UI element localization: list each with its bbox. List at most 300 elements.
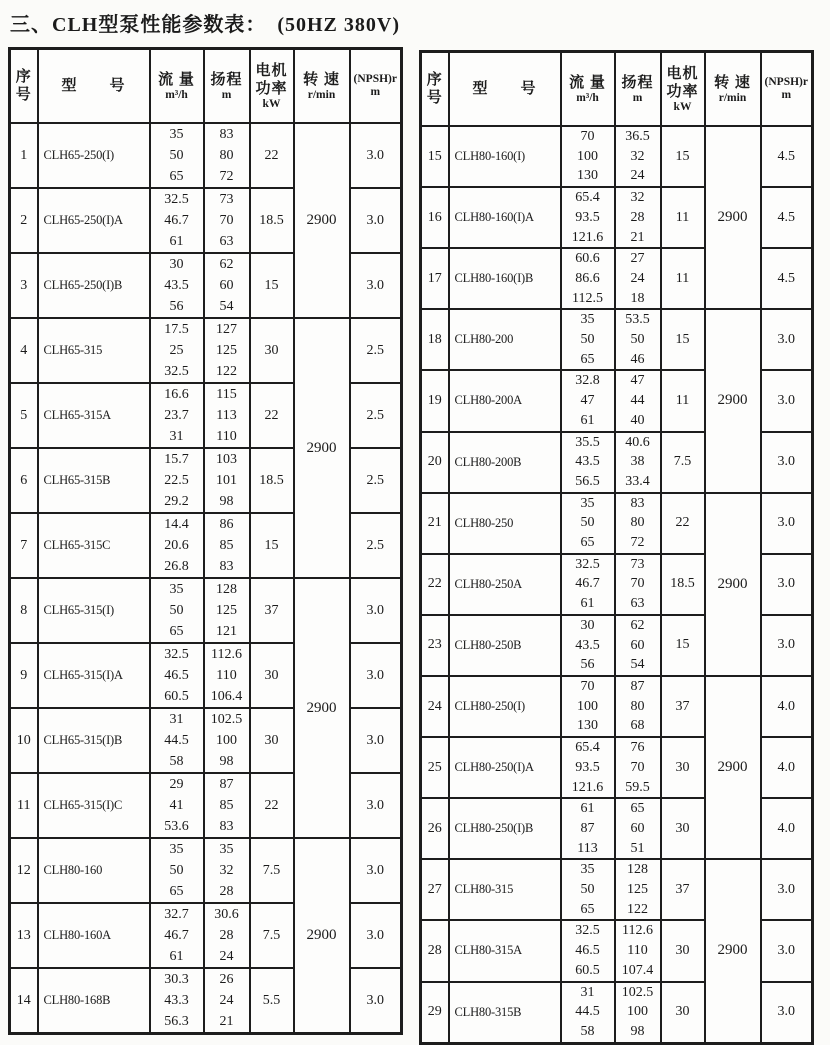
head-value: 83 xyxy=(219,559,234,574)
header-line-flow: m³/h xyxy=(165,88,188,101)
cell-flow-values xyxy=(150,968,204,1034)
flow-value: 43.3 xyxy=(164,993,189,1008)
cell-motor-power: 11 xyxy=(661,248,705,309)
flow-value: 15.7 xyxy=(164,452,189,467)
pump-table-right xyxy=(419,50,814,1045)
cell-npsh: 3.0 xyxy=(350,253,402,318)
cell-serial-number: 17 xyxy=(421,248,449,309)
header-line-flow: 流 量 xyxy=(569,74,606,91)
flow-value: 46.7 xyxy=(164,928,189,943)
cell-head-values xyxy=(204,318,250,383)
cell-model: CLH65-250(I)A xyxy=(38,188,150,253)
column-header-speed xyxy=(705,52,761,127)
head-value: 60 xyxy=(219,278,234,293)
cell-npsh: 3.0 xyxy=(350,188,402,253)
cell-model: CLH65-315C xyxy=(38,513,150,578)
cell-flow-values xyxy=(561,248,615,309)
head-value: 112.6 xyxy=(211,647,242,662)
head-value: 50 xyxy=(630,332,645,348)
head-value: 101 xyxy=(216,473,237,488)
flow-value: 56.5 xyxy=(575,473,600,489)
flow-value: 46.7 xyxy=(575,576,600,592)
head-value: 21 xyxy=(219,1014,234,1029)
cell-model: CLH65-315(I)C xyxy=(38,773,150,838)
flow-value: 46.5 xyxy=(575,943,600,959)
flow-value: 130 xyxy=(577,718,598,734)
header-line-speed: r/min xyxy=(718,91,747,104)
cell-serial-number: 28 xyxy=(421,920,449,981)
flow-value: 43.5 xyxy=(575,637,600,653)
flow-value: 60.6 xyxy=(575,251,600,267)
header-line-model: 型 号 xyxy=(61,78,126,94)
flow-value: 53.6 xyxy=(164,819,189,834)
header-row xyxy=(421,52,813,127)
head-value: 80 xyxy=(630,515,645,531)
head-value: 98 xyxy=(219,494,234,509)
cell-npsh: 3.0 xyxy=(350,773,402,838)
head-value: 60 xyxy=(630,637,645,653)
cell-flow-values xyxy=(561,859,615,920)
header-line-power: 电机 xyxy=(255,62,288,79)
flow-value: 32.5 xyxy=(164,364,189,379)
cell-npsh: 3.0 xyxy=(350,708,402,773)
cell-head-values xyxy=(615,493,661,554)
cell-serial-number: 29 xyxy=(421,982,449,1044)
head-value: 80 xyxy=(630,698,645,714)
cell-flow-values xyxy=(150,448,204,513)
head-value: 83 xyxy=(219,819,234,834)
head-value: 106.4 xyxy=(210,689,243,704)
header-line-npsh: (NPSH)r xyxy=(764,76,808,88)
cell-model: CLH80-160A xyxy=(38,903,150,968)
flow-value: 31 xyxy=(169,712,184,727)
cell-model: CLH80-250(I) xyxy=(449,676,561,737)
column-header-power xyxy=(661,52,705,127)
page-title: 三、CLH型泵性能参数表： (50HZ 380V) xyxy=(10,14,400,36)
cell-head-values xyxy=(615,676,661,737)
table-row xyxy=(10,123,402,188)
head-value: 68 xyxy=(630,718,645,734)
cell-flow-values xyxy=(561,309,615,370)
cell-model: CLH65-315B xyxy=(38,448,150,513)
flow-value: 60.5 xyxy=(164,689,189,704)
cell-serial-number: 18 xyxy=(421,309,449,370)
flow-value: 43.5 xyxy=(575,454,600,470)
flow-value: 44.5 xyxy=(164,733,189,748)
head-value: 59.5 xyxy=(625,779,650,795)
table-row xyxy=(421,859,813,920)
cell-head-values xyxy=(204,773,250,838)
flow-value: 17.5 xyxy=(164,322,189,337)
flow-value: 100 xyxy=(577,698,598,714)
cell-flow-values xyxy=(561,982,615,1044)
cell-head-values xyxy=(204,968,250,1034)
head-value: 36.5 xyxy=(625,129,650,144)
cell-head-values xyxy=(615,615,661,676)
cell-head-values xyxy=(615,859,661,920)
cell-head-values xyxy=(204,448,250,513)
head-value: 128 xyxy=(627,862,648,878)
cell-npsh: 3.0 xyxy=(350,838,402,903)
header-line-index: 序 xyxy=(426,72,443,88)
cell-flow-values xyxy=(561,737,615,798)
head-value: 125 xyxy=(216,343,237,358)
cell-flow-values xyxy=(561,920,615,981)
cell-motor-power: 15 xyxy=(661,126,705,187)
header-line-power: kW xyxy=(673,100,692,113)
table-row xyxy=(421,493,813,554)
cell-serial-number: 20 xyxy=(421,432,449,493)
flow-value: 56.3 xyxy=(164,1014,189,1029)
flow-value: 130 xyxy=(577,168,598,184)
flow-value: 32.5 xyxy=(164,192,189,207)
cell-flow-values xyxy=(150,708,204,773)
cell-serial-number: 26 xyxy=(421,798,449,859)
column-header-head xyxy=(204,49,250,124)
cell-speed: 2900 xyxy=(705,126,761,309)
column-header-npsh xyxy=(350,49,402,124)
head-value: 60 xyxy=(630,820,645,836)
flow-value: 44.5 xyxy=(575,1004,600,1020)
cell-npsh: 2.5 xyxy=(350,318,402,383)
flow-value: 30.3 xyxy=(164,972,189,987)
cell-model: CLH80-160(I) xyxy=(449,126,561,187)
cell-speed: 2900 xyxy=(705,309,761,492)
flow-value: 41 xyxy=(169,798,184,813)
head-value: 98 xyxy=(219,754,234,769)
cell-model: CLH80-250(I)B xyxy=(449,798,561,859)
flow-value: 61 xyxy=(580,412,595,428)
flow-value: 70 xyxy=(580,129,595,144)
head-value: 87 xyxy=(630,678,645,694)
cell-motor-power: 15 xyxy=(661,309,705,370)
head-value: 28 xyxy=(219,884,234,899)
cell-serial-number: 12 xyxy=(10,838,38,903)
flow-value: 87 xyxy=(580,820,595,836)
header-line-speed: 转 速 xyxy=(303,71,340,88)
cell-motor-power: 30 xyxy=(661,982,705,1044)
cell-npsh: 3.0 xyxy=(761,982,813,1044)
cell-flow-values xyxy=(561,187,615,248)
head-value: 65 xyxy=(630,801,645,817)
flow-value: 35.5 xyxy=(575,434,600,450)
cell-motor-power: 30 xyxy=(250,708,294,773)
header-line-head: 扬程 xyxy=(210,71,243,88)
cell-npsh: 3.0 xyxy=(350,968,402,1034)
head-value: 127 xyxy=(216,322,237,337)
header-line-index: 号 xyxy=(426,90,443,106)
cell-motor-power: 30 xyxy=(661,737,705,798)
head-value: 21 xyxy=(630,229,645,245)
table-row xyxy=(10,578,402,643)
cell-head-values xyxy=(204,903,250,968)
column-header-power xyxy=(250,49,294,124)
cell-serial-number: 5 xyxy=(10,383,38,448)
cell-motor-power: 37 xyxy=(250,578,294,643)
cell-serial-number: 19 xyxy=(421,370,449,431)
head-value: 115 xyxy=(216,387,237,402)
cell-speed: 2900 xyxy=(705,676,761,859)
table-row xyxy=(421,309,813,370)
cell-model: CLH80-168B xyxy=(38,968,150,1034)
flow-value: 32.7 xyxy=(164,907,189,922)
flow-value: 35 xyxy=(580,862,595,878)
cell-npsh: 4.5 xyxy=(761,187,813,248)
head-value: 98 xyxy=(630,1023,645,1039)
head-value: 110 xyxy=(216,668,237,683)
flow-value: 35 xyxy=(169,582,184,597)
head-value: 47 xyxy=(630,373,645,389)
cell-serial-number: 4 xyxy=(10,318,38,383)
cell-model: CLH80-315A xyxy=(449,920,561,981)
cell-motor-power: 15 xyxy=(661,615,705,676)
head-value: 113 xyxy=(216,408,237,423)
head-value: 110 xyxy=(627,943,648,959)
head-value: 103 xyxy=(216,452,237,467)
head-value: 107.4 xyxy=(621,962,654,978)
column-header-model xyxy=(449,52,561,127)
cell-model: CLH80-315 xyxy=(449,859,561,920)
cell-motor-power: 18.5 xyxy=(250,448,294,513)
head-value: 102.5 xyxy=(210,712,243,727)
flow-value: 121.6 xyxy=(571,229,604,245)
flow-value: 14.4 xyxy=(164,517,189,532)
tables-container xyxy=(8,47,830,1045)
column-header-flow xyxy=(150,49,204,124)
cell-model: CLH80-315B xyxy=(449,982,561,1044)
cell-npsh: 4.0 xyxy=(761,737,813,798)
table-row xyxy=(10,318,402,383)
cell-serial-number: 23 xyxy=(421,615,449,676)
cell-motor-power: 22 xyxy=(661,493,705,554)
cell-serial-number: 27 xyxy=(421,859,449,920)
cell-model: CLH80-200A xyxy=(449,370,561,431)
head-value: 32 xyxy=(219,863,234,878)
head-value: 27 xyxy=(630,251,645,267)
cell-npsh: 3.0 xyxy=(761,615,813,676)
cell-motor-power: 7.5 xyxy=(661,432,705,493)
head-value: 62 xyxy=(219,257,234,272)
cell-serial-number: 21 xyxy=(421,493,449,554)
flow-value: 65 xyxy=(580,901,595,917)
column-header-speed xyxy=(294,49,350,124)
cell-serial-number: 10 xyxy=(10,708,38,773)
cell-model: CLH80-250(I)A xyxy=(449,737,561,798)
flow-value: 35 xyxy=(580,312,595,328)
cell-motor-power: 5.5 xyxy=(250,968,294,1034)
head-value: 70 xyxy=(219,213,234,228)
header-line-power: 功率 xyxy=(666,83,699,100)
flow-value: 121.6 xyxy=(571,779,604,795)
flow-value: 61 xyxy=(169,949,184,964)
cell-motor-power: 22 xyxy=(250,773,294,838)
head-value: 28 xyxy=(219,928,234,943)
cell-head-values xyxy=(615,370,661,431)
cell-serial-number: 11 xyxy=(10,773,38,838)
cell-npsh: 3.0 xyxy=(761,370,813,431)
cell-serial-number: 7 xyxy=(10,513,38,578)
head-value: 30.6 xyxy=(214,907,239,922)
cell-flow-values xyxy=(150,773,204,838)
cell-model: CLH65-250(I) xyxy=(38,123,150,188)
flow-value: 23.7 xyxy=(164,408,189,423)
flow-value: 43.5 xyxy=(164,278,189,293)
cell-npsh: 2.5 xyxy=(350,513,402,578)
head-value: 125 xyxy=(627,882,648,898)
head-value: 86 xyxy=(219,517,234,532)
head-value: 102.5 xyxy=(621,984,654,1000)
head-value: 73 xyxy=(219,192,234,207)
flow-value: 58 xyxy=(169,754,184,769)
flow-value: 35 xyxy=(169,127,184,142)
head-value: 72 xyxy=(630,535,645,551)
cell-model: CLH80-160(I)A xyxy=(449,187,561,248)
column-header-flow xyxy=(561,52,615,127)
cell-model: CLH65-250(I)B xyxy=(38,253,150,318)
cell-model: CLH65-315(I)A xyxy=(38,643,150,708)
header-line-power: kW xyxy=(262,97,281,110)
cell-flow-values xyxy=(561,676,615,737)
head-value: 32 xyxy=(630,190,645,206)
flow-value: 61 xyxy=(580,596,595,612)
cell-motor-power: 30 xyxy=(661,920,705,981)
header-line-head: 扬程 xyxy=(621,74,654,91)
flow-value: 100 xyxy=(577,148,598,164)
head-value: 128 xyxy=(216,582,237,597)
cell-flow-values xyxy=(150,643,204,708)
head-value: 85 xyxy=(219,798,234,813)
cell-head-values xyxy=(204,513,250,578)
head-value: 73 xyxy=(630,556,645,572)
flow-value: 65 xyxy=(169,884,184,899)
cell-flow-values xyxy=(561,432,615,493)
header-line-speed: r/min xyxy=(307,88,336,101)
cell-motor-power: 37 xyxy=(661,859,705,920)
cell-head-values xyxy=(615,126,661,187)
cell-head-values xyxy=(615,554,661,615)
cell-speed: 2900 xyxy=(294,123,350,318)
cell-head-values xyxy=(204,253,250,318)
flow-value: 70 xyxy=(580,678,595,694)
cell-npsh: 3.0 xyxy=(761,432,813,493)
flow-value: 32.5 xyxy=(575,923,600,939)
cell-serial-number: 1 xyxy=(10,123,38,188)
pump-table-left xyxy=(8,47,403,1035)
head-value: 63 xyxy=(630,596,645,612)
flow-value: 16.6 xyxy=(164,387,189,402)
flow-value: 30 xyxy=(169,257,184,272)
cell-model: CLH80-250B xyxy=(449,615,561,676)
flow-value: 46.5 xyxy=(164,668,189,683)
cell-flow-values xyxy=(150,188,204,253)
cell-model: CLH65-315(I)B xyxy=(38,708,150,773)
cell-motor-power: 7.5 xyxy=(250,903,294,968)
flow-value: 65.4 xyxy=(575,740,600,756)
table-row xyxy=(421,676,813,737)
header-line-flow: m³/h xyxy=(576,91,599,104)
head-value: 83 xyxy=(219,127,234,142)
header-line-model: 型 号 xyxy=(472,81,537,97)
cell-npsh: 3.0 xyxy=(761,920,813,981)
column-header-npsh xyxy=(761,52,813,127)
cell-head-values xyxy=(204,383,250,448)
head-value: 24 xyxy=(219,993,234,1008)
cell-flow-values xyxy=(150,903,204,968)
header-row xyxy=(10,49,402,124)
cell-flow-values xyxy=(561,370,615,431)
column-header-model xyxy=(38,49,150,124)
cell-head-values xyxy=(615,187,661,248)
head-value: 121 xyxy=(216,624,237,639)
flow-value: 32.5 xyxy=(575,556,600,572)
cell-flow-values xyxy=(150,253,204,318)
head-value: 18 xyxy=(630,290,645,306)
flow-value: 50 xyxy=(169,148,184,163)
cell-serial-number: 2 xyxy=(10,188,38,253)
flow-value: 22.5 xyxy=(164,473,189,488)
flow-value: 113 xyxy=(577,840,598,856)
table-row xyxy=(10,838,402,903)
cell-serial-number: 24 xyxy=(421,676,449,737)
flow-value: 32.5 xyxy=(164,647,189,662)
cell-motor-power: 30 xyxy=(661,798,705,859)
column-header-index xyxy=(421,52,449,127)
cell-motor-power: 15 xyxy=(250,253,294,318)
cell-flow-values xyxy=(561,615,615,676)
cell-speed: 2900 xyxy=(294,318,350,578)
head-value: 54 xyxy=(219,299,234,314)
cell-flow-values xyxy=(561,493,615,554)
head-value: 87 xyxy=(219,777,234,792)
cell-serial-number: 16 xyxy=(421,187,449,248)
head-value: 110 xyxy=(216,429,237,444)
flow-value: 35 xyxy=(580,495,595,511)
cell-head-values xyxy=(615,309,661,370)
flow-value: 47 xyxy=(580,393,595,409)
cell-npsh: 2.5 xyxy=(350,448,402,513)
cell-npsh: 3.0 xyxy=(350,643,402,708)
cell-npsh: 4.0 xyxy=(761,798,813,859)
cell-head-values xyxy=(615,432,661,493)
head-value: 32 xyxy=(630,148,645,164)
cell-serial-number: 22 xyxy=(421,554,449,615)
head-value: 80 xyxy=(219,148,234,163)
cell-serial-number: 9 xyxy=(10,643,38,708)
header-line-power: 功率 xyxy=(255,80,288,97)
header-line-npsh: m xyxy=(781,89,792,101)
cell-model: CLH80-250A xyxy=(449,554,561,615)
head-value: 24 xyxy=(630,270,645,286)
column-header-index xyxy=(10,49,38,124)
cell-head-values xyxy=(615,248,661,309)
cell-motor-power: 22 xyxy=(250,383,294,448)
cell-head-values xyxy=(204,123,250,188)
head-value: 100 xyxy=(216,733,237,748)
head-value: 46 xyxy=(630,351,645,367)
cell-npsh: 3.0 xyxy=(350,903,402,968)
column-header-head xyxy=(615,52,661,127)
cell-serial-number: 15 xyxy=(421,126,449,187)
header-line-npsh: (NPSH)r xyxy=(353,73,397,85)
header-line-npsh: m xyxy=(370,86,381,98)
head-value: 70 xyxy=(630,759,645,775)
cell-serial-number: 3 xyxy=(10,253,38,318)
cell-flow-values xyxy=(150,578,204,643)
cell-npsh: 4.0 xyxy=(761,676,813,737)
header-line-power: 电机 xyxy=(666,65,699,82)
head-value: 40.6 xyxy=(625,434,650,450)
cell-flow-values xyxy=(561,554,615,615)
